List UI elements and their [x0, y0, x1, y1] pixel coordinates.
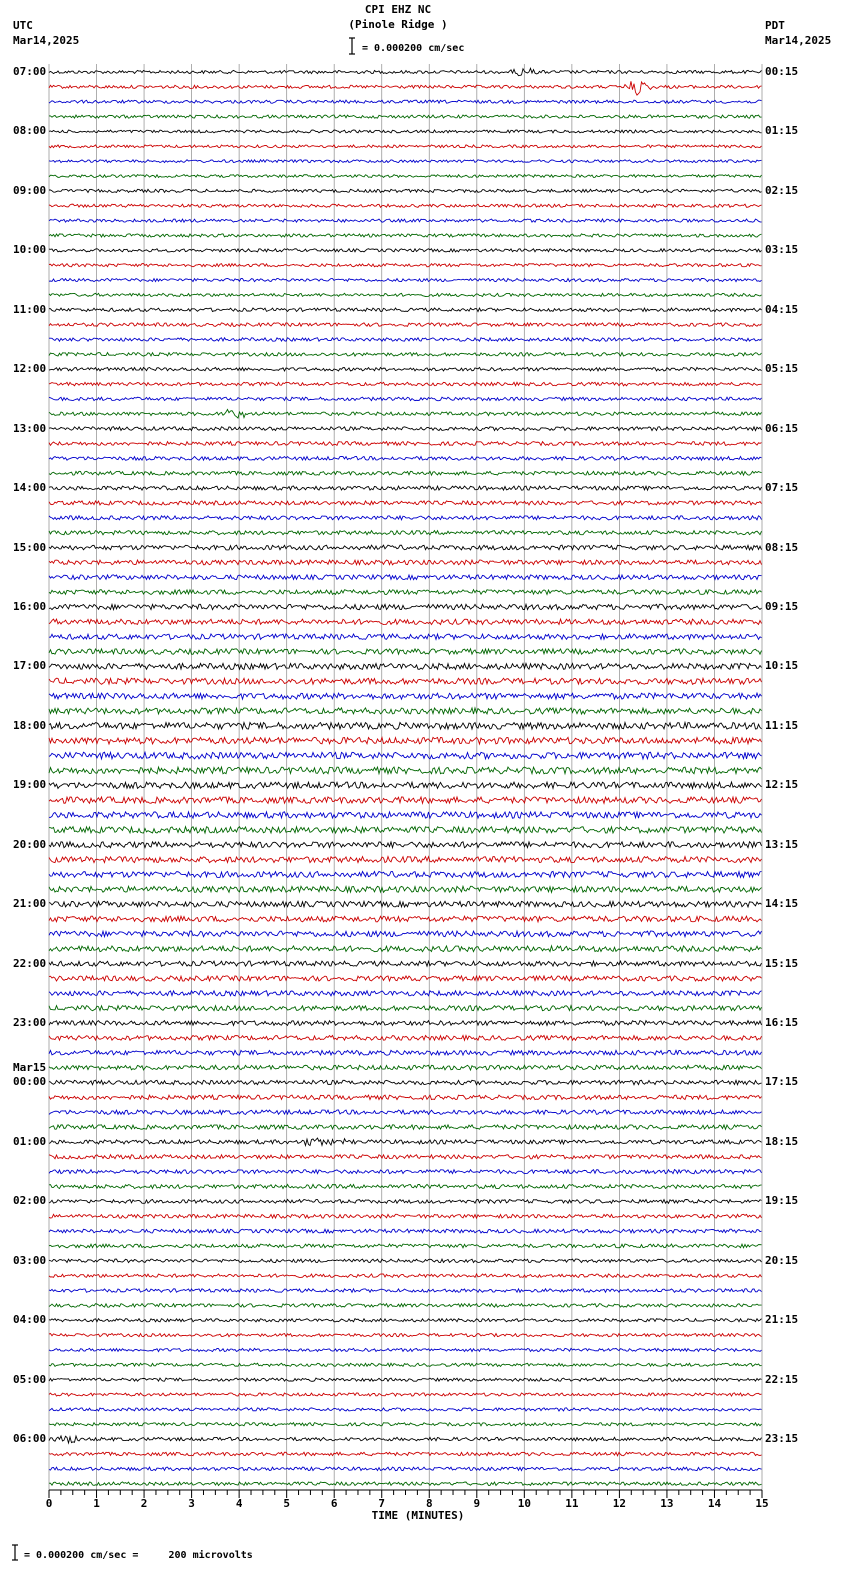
utc-hour-label: 16:00	[13, 599, 47, 613]
seismic-trace	[49, 663, 762, 669]
seismic-trace	[49, 1184, 762, 1188]
seismic-trace	[49, 501, 762, 505]
seismic-trace	[49, 145, 762, 148]
seismic-trace	[49, 752, 762, 759]
utc-hour-label: 17:00	[13, 659, 47, 673]
pdt-hour-label: 08:15	[765, 540, 799, 554]
utc-hour-label: 12:00	[13, 362, 47, 376]
seismic-trace	[49, 249, 762, 252]
seismic-trace	[49, 1199, 762, 1203]
seismic-trace	[49, 797, 762, 803]
x-tick-label: 6	[330, 1497, 338, 1510]
seismic-trace	[49, 812, 762, 818]
seismic-trace	[49, 1155, 762, 1159]
utc-hour-label: 18:00	[13, 718, 47, 732]
pdt-hour-label: 16:15	[765, 1016, 799, 1030]
x-tick-label: 9	[473, 1497, 481, 1510]
station-subtitle: (Pinole Ridge )	[348, 18, 448, 31]
seismic-trace	[49, 991, 762, 996]
utc-hour-label: 20:00	[13, 837, 47, 851]
seismic-trace	[49, 516, 762, 520]
footer-scale-note: = 0.000200 cm/sec = 200 microvolts	[24, 1550, 253, 1561]
utc-hour-label: 23:00	[13, 1016, 47, 1030]
seismic-trace	[49, 722, 762, 729]
seismic-trace	[49, 1214, 762, 1218]
pdt-hour-label: 17:15	[765, 1075, 799, 1089]
x-tick-label: 3	[188, 1497, 195, 1510]
seismic-trace	[49, 946, 762, 952]
seismic-trace	[49, 901, 762, 907]
seismic-trace	[49, 1334, 762, 1337]
seismic-trace	[49, 575, 762, 580]
seismic-trace	[49, 471, 762, 475]
seismic-trace	[49, 1080, 762, 1084]
seismic-trace	[49, 1467, 762, 1471]
utc-hour-label: 11:00	[13, 302, 47, 316]
seismic-trace	[49, 442, 762, 446]
x-tick-label: 15	[755, 1497, 769, 1510]
seismic-trace	[49, 842, 762, 848]
seismic-trace	[49, 1319, 762, 1322]
seismic-trace	[49, 1244, 762, 1248]
utc-hour-label: 03:00	[13, 1253, 47, 1267]
seismic-trace	[49, 782, 762, 788]
seismic-trace	[49, 693, 762, 699]
seismic-trace	[49, 1289, 762, 1293]
seismic-trace	[49, 410, 762, 419]
seismic-trace	[49, 427, 762, 431]
seismic-trace	[49, 1065, 762, 1070]
right-date: Mar14,2025	[765, 34, 832, 47]
seismic-trace	[49, 931, 762, 937]
seismic-trace	[49, 1125, 762, 1129]
pdt-hour-label: 10:15	[765, 659, 799, 673]
utc-hour-label: 10:00	[13, 243, 47, 257]
seismic-trace	[49, 367, 762, 371]
seismic-trace	[49, 857, 762, 863]
pdt-hour-label: 15:15	[765, 956, 799, 970]
pdt-hour-label: 07:15	[765, 481, 799, 495]
seismic-trace	[49, 545, 762, 550]
seismic-trace	[49, 323, 762, 327]
seismic-trace	[49, 1378, 762, 1381]
x-tick-label: 0	[45, 1497, 53, 1510]
pdt-hour-label: 19:15	[765, 1194, 799, 1208]
seismic-trace	[49, 1021, 762, 1026]
x-tick-label: 13	[660, 1497, 674, 1510]
x-tick-label: 11	[565, 1497, 579, 1510]
seismic-trace	[49, 1436, 762, 1443]
pdt-hour-label: 01:15	[765, 124, 799, 138]
seismic-trace	[49, 115, 762, 118]
seismic-trace	[49, 767, 762, 774]
seismic-trace	[49, 1363, 762, 1366]
utc-hour-label: 14:00	[13, 481, 47, 495]
seismic-trace	[49, 1036, 762, 1041]
seismic-trace	[49, 1482, 762, 1486]
seismic-trace	[49, 1110, 762, 1114]
pdt-hour-label: 00:15	[765, 65, 799, 78]
seismic-trace	[49, 81, 762, 95]
utc-hour-label: 13:00	[13, 421, 47, 435]
right-timezone: PDT	[765, 19, 785, 32]
seismic-trace	[49, 649, 762, 654]
utc-hour-label: 01:00	[13, 1134, 47, 1148]
utc-hour-label: 07:00	[13, 65, 47, 78]
x-axis-label: TIME (MINUTES)	[371, 1509, 465, 1522]
pdt-hour-label: 02:15	[765, 183, 799, 197]
seismic-trace	[49, 590, 762, 595]
utc-hour-label: 08:00	[13, 124, 47, 138]
seismic-trace	[49, 486, 762, 490]
pdt-hour-label: 06:15	[765, 421, 799, 435]
date-change-label: Mar15	[13, 1061, 47, 1075]
pdt-hour-label: 21:15	[765, 1313, 799, 1327]
pdt-hour-label: 05:15	[765, 362, 799, 376]
seismic-trace	[49, 353, 762, 357]
seismic-trace	[49, 560, 762, 565]
seismic-trace	[49, 204, 762, 207]
pdt-hour-label: 14:15	[765, 897, 799, 911]
pdt-hour-label: 11:15	[765, 718, 799, 732]
seismic-trace	[49, 678, 762, 684]
pdt-hour-label: 13:15	[765, 837, 799, 851]
x-tick-label: 10	[517, 1497, 531, 1510]
x-tick-label: 1	[93, 1497, 100, 1510]
seismic-trace	[49, 130, 762, 133]
seismic-trace	[49, 886, 762, 892]
utc-hour-label: 05:00	[13, 1372, 47, 1386]
seismic-trace	[49, 1274, 762, 1278]
pdt-hour-label: 18:15	[765, 1134, 799, 1148]
seismic-trace	[49, 1170, 762, 1174]
pdt-hour-label: 03:15	[765, 243, 799, 257]
seismic-trace	[49, 1393, 762, 1396]
scale-bar-icon	[12, 1545, 18, 1560]
seismic-trace	[49, 68, 762, 75]
seismic-trace	[49, 1304, 762, 1308]
pdt-hour-label: 12:15	[765, 778, 799, 792]
utc-hour-label: 00:00	[13, 1075, 47, 1089]
seismic-trace	[49, 293, 762, 296]
utc-hour-label: 06:00	[13, 1432, 47, 1446]
seismic-trace	[49, 961, 762, 966]
seismic-trace	[49, 634, 762, 639]
seismic-trace	[49, 531, 762, 535]
seismic-trace	[49, 1348, 762, 1351]
seismic-trace	[49, 619, 762, 624]
scale-label: = 0.000200 cm/sec	[362, 43, 465, 54]
seismic-trace	[49, 382, 762, 386]
seismic-trace	[49, 338, 762, 342]
seismic-trace	[49, 100, 762, 103]
pdt-hour-label: 20:15	[765, 1253, 799, 1267]
left-date: Mar14,2025	[13, 34, 80, 47]
x-tick-label: 8	[425, 1497, 433, 1510]
seismic-trace	[49, 737, 762, 744]
seismic-trace	[49, 708, 762, 714]
seismic-trace	[49, 1452, 762, 1456]
seismic-trace	[49, 1050, 762, 1055]
station-title: CPI EHZ NC	[364, 3, 432, 16]
seismic-trace	[49, 1138, 762, 1145]
utc-hour-label: 09:00	[13, 183, 47, 197]
x-tick-label: 14	[707, 1497, 722, 1510]
seismic-trace	[49, 976, 762, 981]
utc-hour-label: 19:00	[13, 778, 47, 792]
utc-hour-label: 21:00	[13, 897, 47, 911]
seismic-trace	[49, 219, 762, 222]
seismic-trace	[49, 397, 762, 401]
pdt-hour-label: 09:15	[765, 599, 799, 613]
left-timezone: UTC	[13, 19, 33, 32]
seismic-trace	[49, 604, 762, 609]
utc-hour-label: 02:00	[13, 1194, 47, 1208]
seismic-trace	[49, 160, 762, 163]
seismic-trace	[49, 456, 762, 460]
seismic-trace	[49, 1229, 762, 1233]
utc-hour-label: 15:00	[13, 540, 47, 554]
x-tick-label: 4	[235, 1497, 243, 1510]
pdt-hour-label: 04:15	[765, 302, 799, 316]
seismic-trace	[49, 1423, 762, 1426]
x-tick-label: 2	[140, 1497, 148, 1510]
seismic-trace	[49, 1006, 762, 1011]
seismic-trace	[49, 189, 762, 192]
seismic-trace	[49, 1095, 762, 1099]
seismic-trace	[49, 308, 762, 312]
seismic-trace	[49, 234, 762, 237]
pdt-hour-label: 22:15	[765, 1372, 799, 1386]
scale-bar-icon	[349, 38, 355, 54]
seismic-trace	[49, 278, 762, 281]
pdt-hour-label: 23:15	[765, 1432, 799, 1446]
seismic-trace	[49, 827, 762, 833]
seismic-trace	[49, 871, 762, 877]
seismic-trace	[49, 1259, 762, 1263]
x-tick-label: 12	[612, 1497, 627, 1510]
x-tick-label: 5	[283, 1497, 290, 1510]
seismic-trace	[49, 1408, 762, 1411]
seismic-trace	[49, 175, 762, 178]
seismic-trace	[49, 264, 762, 267]
seismic-trace	[49, 916, 762, 922]
utc-hour-label: 04:00	[13, 1313, 47, 1327]
x-tick-label: 7	[378, 1497, 386, 1510]
utc-hour-label: 22:00	[13, 956, 47, 970]
